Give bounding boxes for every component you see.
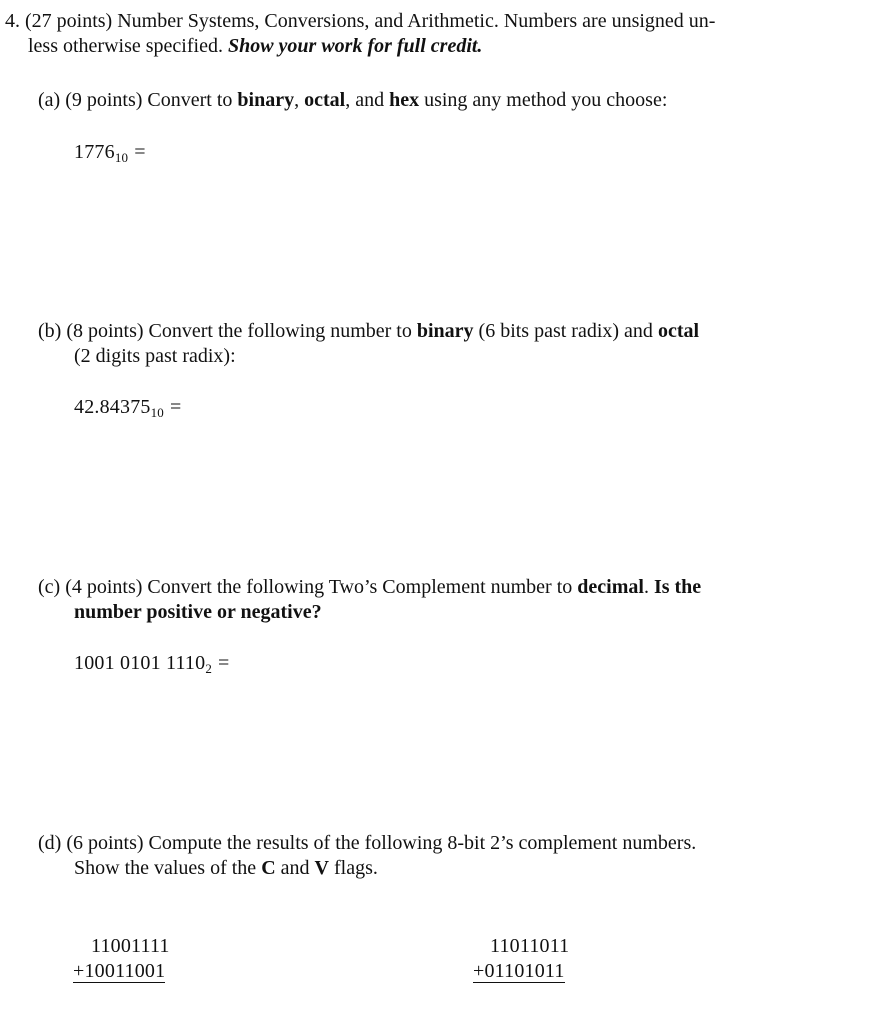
part-c-prompt-line-1 (38, 575, 701, 600)
part-a-text-end: using any method you choose: (424, 89, 668, 111)
part-c-question: Is the (653, 576, 702, 598)
part-b-value: 42.84375 (74, 396, 151, 418)
part-a-base: 10 (114, 150, 129, 165)
addition-1-top-value: 11001111 (91, 935, 170, 957)
part-a-sep-and: , and (345, 89, 385, 111)
part-d-label: (d) (38, 832, 62, 854)
part-a-expression (74, 140, 146, 165)
part-a-value: 1776 (74, 141, 115, 163)
part-d-text-2: Show the values of the (74, 857, 257, 879)
addition-2-bottom-operand (473, 959, 565, 984)
addition-1-bottom-value: +10011001 (73, 960, 166, 982)
part-a-equals: = (134, 141, 146, 163)
question-number: 4. (5, 10, 20, 32)
part-b-text: Convert the following number to (148, 320, 412, 342)
overflow-flag-label: V (314, 857, 329, 879)
carry-flag-label: C (261, 857, 276, 879)
part-c-value: 1001 0101 1110 (74, 652, 206, 674)
question-header-line-2 (28, 34, 482, 59)
part-b-points: (8 points) (66, 320, 144, 342)
part-b-base: 10 (150, 405, 165, 420)
part-d-text: Compute the results of the following 8-bit 2’s complement numbers. (148, 832, 697, 854)
part-b-prompt-line-2 (74, 344, 236, 369)
part-c-base: 2 (205, 661, 213, 676)
show-work-emphasis: Show your work for full credit. (227, 35, 483, 57)
part-b-expression (74, 395, 182, 420)
part-a-prompt (38, 88, 667, 113)
addition-1-bottom-operand (73, 959, 165, 984)
part-c-decimal: decimal (577, 576, 644, 598)
part-d-points: (6 points) (66, 832, 144, 854)
part-b-label: (b) (38, 320, 62, 342)
part-c-points: (4 points) (65, 576, 143, 598)
addition-2-bottom-value: +01101011 (473, 960, 565, 982)
part-c-question-cont: number positive or negative? (74, 601, 322, 623)
part-d-prompt-line-1 (38, 831, 696, 856)
part-b-binary: binary (416, 320, 474, 342)
part-c-expression (74, 651, 230, 676)
part-a-binary: binary (237, 89, 295, 111)
part-d-and: and (280, 857, 310, 879)
part-a-octal: octal (304, 89, 346, 111)
part-a-text: Convert to (147, 89, 233, 111)
part-a-hex: hex (389, 89, 420, 111)
part-c-sep: . (643, 576, 649, 598)
part-b-equals: = (170, 396, 182, 418)
part-c-equals: = (218, 652, 230, 674)
part-d-flags: flags. (333, 857, 378, 879)
question-intro-cont: less otherwise specified. (28, 35, 223, 57)
part-a-points: (9 points) (65, 89, 143, 111)
part-d-prompt-line-2 (74, 856, 378, 881)
part-b-text-2: (6 bits past radix) and (478, 320, 653, 342)
question-header-line-1 (5, 9, 715, 34)
part-c-text: Convert the following Two’s Complement number to (147, 576, 573, 598)
question-intro: (27 points) Number Systems, Conversions, and Arithmetic. Numbers are unsigned un- (25, 10, 716, 32)
part-a-label: (a) (38, 89, 61, 111)
part-b-octal: octal (657, 320, 700, 342)
addition-2-top-operand (490, 934, 569, 959)
part-b-prompt-line-1 (38, 319, 699, 344)
part-c-label: (c) (38, 576, 61, 598)
part-a-sep: , (294, 89, 300, 111)
addition-2-top-value: 11011011 (490, 935, 570, 957)
part-c-prompt-line-2 (74, 600, 322, 625)
part-b-text-3: (2 digits past radix): (74, 345, 236, 367)
addition-1-top-operand (91, 934, 170, 959)
